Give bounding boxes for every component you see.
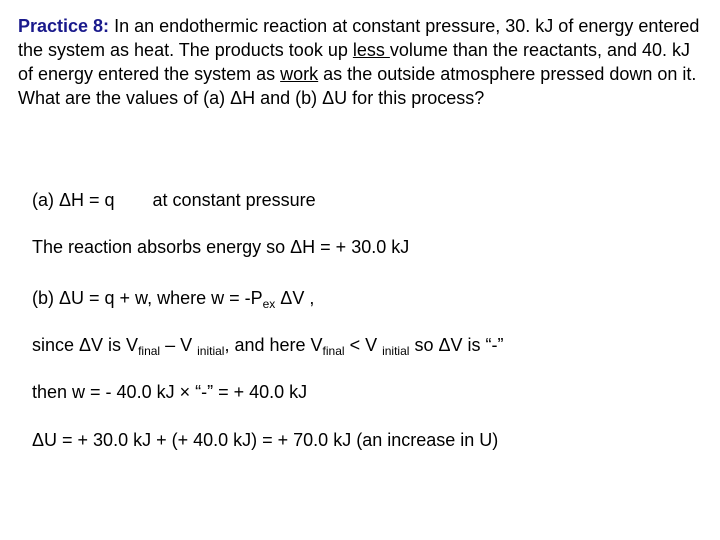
solution-line-volume: since ΔV is $V_{final}$ – V $_{initial}$, and here $V_{final} < V$ $_{initial}$ so ΔV is “-” (32, 335, 504, 358)
subscript-ex: ex (262, 297, 276, 311)
problem-statement (18, 14, 708, 110)
solution-line-delta-u: ΔU = + 30.0 kJ + (+ 40.0 kJ) = + 70.0 kJ (an increase in U) (32, 430, 499, 450)
solution-line-delta-h: The reaction absorbs energy so ΔH = + 30.0 kJ (32, 237, 410, 257)
problem-text-part3: as the outside atmosphere pressed down on it. What are the values of (a) ΔH and (b) ΔU for this process? (18, 64, 697, 108)
problem-label: Practice 8: (18, 16, 110, 36)
delta-h-equation: (a) ΔH = q (32, 190, 115, 210)
solution-line-b: (b) ΔU = q + w, where $w = -P_{ex}$ ΔV , (32, 288, 315, 311)
underlined-less: less (352, 40, 390, 60)
solution-line-work: then w = - 40.0 kJ × “-” = + 40.0 kJ (32, 382, 308, 402)
underlined-work: work (280, 64, 319, 84)
constant-pressure-note: at constant pressure (152, 190, 316, 210)
solution-line-a (32, 189, 316, 211)
problem-text-part2: volume than the reactants, and 40. kJ of energy entered the system as (18, 40, 691, 84)
problem-text-part1: In an endothermic reaction at constant pressure, 30. kJ of energy entered the system as heat. The products took up (18, 16, 700, 60)
